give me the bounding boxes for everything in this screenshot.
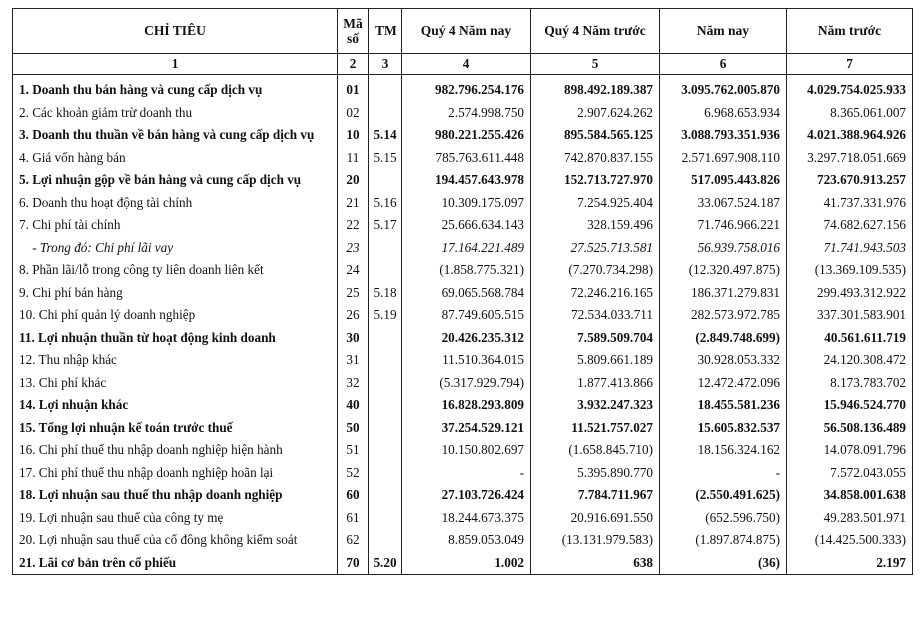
table-row (13, 147, 913, 170)
row-label: 11. Lợi nhuận thuần từ hoạt động kinh doanh (13, 327, 338, 350)
row-code: 23 (338, 237, 369, 260)
row-last-year: 723.670.913.257 (787, 169, 913, 192)
row-this-year: 33.067.524.187 (660, 192, 787, 215)
row-this-year: 517.095.443.826 (660, 169, 787, 192)
row-q4-this-year: (1.858.775.321) (402, 259, 531, 282)
row-code: 50 (338, 417, 369, 440)
table-row (13, 282, 913, 305)
row-label: 14. Lợi nhuận khác (13, 394, 338, 417)
row-label: 1. Doanh thu bán hàng và cung cấp dịch vụ (13, 75, 338, 102)
row-this-year: 18.156.324.162 (660, 439, 787, 462)
row-label: 8. Phần lãi/lỗ trong công ty liên doanh liên kết (13, 259, 338, 282)
row-last-year: 24.120.308.472 (787, 349, 913, 372)
row-this-year: 282.573.972.785 (660, 304, 787, 327)
row-q4-this-year: - (402, 462, 531, 485)
row-q4-this-year: 11.510.364.015 (402, 349, 531, 372)
row-label: - Trong đó: Chi phí lãi vay (13, 237, 338, 260)
column-number: 4 (402, 54, 531, 75)
row-q4-this-year: 25.666.634.143 (402, 214, 531, 237)
row-last-year: 56.508.136.489 (787, 417, 913, 440)
row-code: 51 (338, 439, 369, 462)
row-last-year: 14.078.091.796 (787, 439, 913, 462)
row-label: 9. Chi phí bán hàng (13, 282, 338, 305)
row-label: 7. Chi phí tài chính (13, 214, 338, 237)
header-ma-so-line1: Mã (343, 16, 363, 31)
row-last-year: 8.365.061.007 (787, 102, 913, 125)
row-this-year: (652.596.750) (660, 507, 787, 530)
row-tm (369, 394, 402, 417)
row-code: 11 (338, 147, 369, 170)
row-tm (369, 327, 402, 350)
row-tm (369, 484, 402, 507)
row-tm (369, 462, 402, 485)
row-last-year: 3.297.718.051.669 (787, 147, 913, 170)
row-last-year: 4.021.388.964.926 (787, 124, 913, 147)
row-q4-last-year: 152.713.727.970 (531, 169, 660, 192)
table-row (13, 327, 913, 350)
row-tm (369, 529, 402, 552)
row-label: 12. Thu nhập khác (13, 349, 338, 372)
row-this-year: 3.095.762.005.870 (660, 75, 787, 102)
row-label: 4. Giá vốn hàng bán (13, 147, 338, 170)
row-tm (369, 507, 402, 530)
row-tm (369, 237, 402, 260)
row-q4-this-year: 980.221.255.426 (402, 124, 531, 147)
row-q4-last-year: 11.521.757.027 (531, 417, 660, 440)
row-q4-this-year: 18.244.673.375 (402, 507, 531, 530)
row-label: 18. Lợi nhuận sau thuế thu nhập doanh nghiệp (13, 484, 338, 507)
row-last-year: 337.301.583.901 (787, 304, 913, 327)
row-label: 10. Chi phí quản lý doanh nghiệp (13, 304, 338, 327)
row-q4-last-year: 638 (531, 552, 660, 575)
row-q4-this-year: 69.065.568.784 (402, 282, 531, 305)
row-q4-last-year: 20.916.691.550 (531, 507, 660, 530)
row-code: 25 (338, 282, 369, 305)
row-last-year: 8.173.783.702 (787, 372, 913, 395)
row-q4-this-year: 194.457.643.978 (402, 169, 531, 192)
row-tm: 5.19 (369, 304, 402, 327)
table-body (13, 75, 913, 575)
row-code: 21 (338, 192, 369, 215)
table-row (13, 124, 913, 147)
row-label: 2. Các khoản giảm trừ doanh thu (13, 102, 338, 125)
row-q4-this-year: 20.426.235.312 (402, 327, 531, 350)
row-q4-this-year: 785.763.611.448 (402, 147, 531, 170)
row-tm (369, 439, 402, 462)
column-number: 1 (13, 54, 338, 75)
table-row (13, 552, 913, 575)
row-label: 15. Tổng lợi nhuận kế toán trước thuế (13, 417, 338, 440)
row-code: 02 (338, 102, 369, 125)
table-row (13, 75, 913, 102)
row-last-year: 7.572.043.055 (787, 462, 913, 485)
row-last-year: (14.425.500.333) (787, 529, 913, 552)
row-tm: 5.14 (369, 124, 402, 147)
row-last-year: 299.493.312.922 (787, 282, 913, 305)
table-row (13, 192, 913, 215)
row-label: 5. Lợi nhuận gộp về bán hàng và cung cấp dịch vụ (13, 169, 338, 192)
row-q4-last-year: 3.932.247.323 (531, 394, 660, 417)
row-tm (369, 259, 402, 282)
row-tm (369, 169, 402, 192)
row-this-year: (36) (660, 552, 787, 575)
row-this-year: - (660, 462, 787, 485)
row-this-year: 2.571.697.908.110 (660, 147, 787, 170)
row-tm (369, 75, 402, 102)
row-this-year: 30.928.053.332 (660, 349, 787, 372)
header-chi-tieu: CHỈ TIÊU (13, 9, 338, 54)
table-row (13, 417, 913, 440)
row-tm (369, 102, 402, 125)
row-this-year: 18.455.581.236 (660, 394, 787, 417)
row-q4-last-year: 7.254.925.404 (531, 192, 660, 215)
column-number: 3 (369, 54, 402, 75)
row-this-year: (2.849.748.699) (660, 327, 787, 350)
row-code: 52 (338, 462, 369, 485)
row-q4-last-year: 72.534.033.711 (531, 304, 660, 327)
row-label: 19. Lợi nhuận sau thuế của công ty mẹ (13, 507, 338, 530)
column-number: 5 (531, 54, 660, 75)
row-q4-this-year: 17.164.221.489 (402, 237, 531, 260)
header-this-year: Năm nay (660, 9, 787, 54)
row-code: 01 (338, 75, 369, 102)
row-q4-last-year: 5.809.661.189 (531, 349, 660, 372)
row-this-year: 56.939.758.016 (660, 237, 787, 260)
column-number: 7 (787, 54, 913, 75)
header-row (13, 9, 913, 54)
row-q4-last-year: 7.589.509.704 (531, 327, 660, 350)
row-q4-last-year: (1.658.845.710) (531, 439, 660, 462)
row-tm: 5.20 (369, 552, 402, 575)
table-row (13, 394, 913, 417)
row-code: 24 (338, 259, 369, 282)
row-tm (369, 372, 402, 395)
table-row (13, 169, 913, 192)
row-code: 61 (338, 507, 369, 530)
row-q4-last-year: (13.131.979.583) (531, 529, 660, 552)
row-last-year: 74.682.627.156 (787, 214, 913, 237)
row-q4-last-year: 72.246.216.165 (531, 282, 660, 305)
header-ma-so (338, 9, 369, 54)
row-this-year: 186.371.279.831 (660, 282, 787, 305)
row-q4-last-year: 742.870.837.155 (531, 147, 660, 170)
row-this-year: 6.968.653.934 (660, 102, 787, 125)
row-q4-last-year: (7.270.734.298) (531, 259, 660, 282)
table-row (13, 304, 913, 327)
row-code: 32 (338, 372, 369, 395)
row-tm (369, 349, 402, 372)
row-q4-last-year: 898.492.189.387 (531, 75, 660, 102)
row-last-year: 2.197 (787, 552, 913, 575)
row-tm (369, 417, 402, 440)
header-ma-so-line2: số (346, 31, 359, 46)
row-tm: 5.18 (369, 282, 402, 305)
row-last-year: 71.741.943.503 (787, 237, 913, 260)
row-code: 10 (338, 124, 369, 147)
row-this-year: 3.088.793.351.936 (660, 124, 787, 147)
table-row (13, 237, 913, 260)
row-code: 30 (338, 327, 369, 350)
table-row (13, 372, 913, 395)
row-label: 17. Chi phí thuế thu nhập doanh nghiệp hoãn lại (13, 462, 338, 485)
row-this-year: 71.746.966.221 (660, 214, 787, 237)
header-q4-last-year: Quý 4 Năm trước (531, 9, 660, 54)
row-q4-last-year: 1.877.413.866 (531, 372, 660, 395)
row-tm: 5.15 (369, 147, 402, 170)
row-q4-last-year: 5.395.890.770 (531, 462, 660, 485)
row-q4-this-year: 10.309.175.097 (402, 192, 531, 215)
row-code: 60 (338, 484, 369, 507)
table-row (13, 462, 913, 485)
row-label: 6. Doanh thu hoạt động tài chính (13, 192, 338, 215)
row-q4-this-year: 16.828.293.809 (402, 394, 531, 417)
table-row (13, 484, 913, 507)
header-last-year: Năm trước (787, 9, 913, 54)
table-row (13, 259, 913, 282)
row-q4-last-year: 895.584.565.125 (531, 124, 660, 147)
row-q4-this-year: 1.002 (402, 552, 531, 575)
row-this-year: (1.897.874.875) (660, 529, 787, 552)
row-q4-this-year: (5.317.929.794) (402, 372, 531, 395)
row-tm: 5.16 (369, 192, 402, 215)
table-row (13, 349, 913, 372)
row-code: 40 (338, 394, 369, 417)
row-q4-last-year: 7.784.711.967 (531, 484, 660, 507)
row-code: 20 (338, 169, 369, 192)
row-q4-this-year: 87.749.605.515 (402, 304, 531, 327)
row-q4-this-year: 8.859.053.049 (402, 529, 531, 552)
header-tm: TM (369, 9, 402, 54)
column-number: 2 (338, 54, 369, 75)
row-last-year: 40.561.611.719 (787, 327, 913, 350)
row-code: 31 (338, 349, 369, 372)
income-statement (12, 8, 912, 575)
row-this-year: (2.550.491.625) (660, 484, 787, 507)
row-last-year: 15.946.524.770 (787, 394, 913, 417)
table-row (13, 439, 913, 462)
row-q4-this-year: 10.150.802.697 (402, 439, 531, 462)
row-this-year: (12.320.497.875) (660, 259, 787, 282)
row-q4-this-year: 37.254.529.121 (402, 417, 531, 440)
row-last-year: 41.737.331.976 (787, 192, 913, 215)
row-q4-last-year: 27.525.713.581 (531, 237, 660, 260)
row-last-year: (13.369.109.535) (787, 259, 913, 282)
row-this-year: 15.605.832.537 (660, 417, 787, 440)
header-q4-this-year: Quý 4 Năm nay (402, 9, 531, 54)
row-last-year: 49.283.501.971 (787, 507, 913, 530)
table-row (13, 214, 913, 237)
row-label: 21. Lãi cơ bản trên cổ phiếu (13, 552, 338, 575)
table-row (13, 102, 913, 125)
row-label: 20. Lợi nhuận sau thuế của cổ đông không kiểm soát (13, 529, 338, 552)
column-number-row (13, 54, 913, 75)
row-q4-last-year: 2.907.624.262 (531, 102, 660, 125)
table-row (13, 507, 913, 530)
row-code: 26 (338, 304, 369, 327)
row-q4-this-year: 982.796.254.176 (402, 75, 531, 102)
row-code: 22 (338, 214, 369, 237)
income-statement-table (12, 8, 913, 575)
row-q4-this-year: 2.574.998.750 (402, 102, 531, 125)
row-label: 13. Chi phí khác (13, 372, 338, 395)
row-label: 16. Chi phí thuế thu nhập doanh nghiệp hiện hành (13, 439, 338, 462)
row-last-year: 4.029.754.025.933 (787, 75, 913, 102)
row-q4-last-year: 328.159.496 (531, 214, 660, 237)
row-label: 3. Doanh thu thuần về bán hàng và cung cấp dịch vụ (13, 124, 338, 147)
column-number: 6 (660, 54, 787, 75)
table-row (13, 529, 913, 552)
row-q4-this-year: 27.103.726.424 (402, 484, 531, 507)
row-code: 62 (338, 529, 369, 552)
row-last-year: 34.858.001.638 (787, 484, 913, 507)
row-tm: 5.17 (369, 214, 402, 237)
row-code: 70 (338, 552, 369, 575)
row-this-year: 12.472.472.096 (660, 372, 787, 395)
